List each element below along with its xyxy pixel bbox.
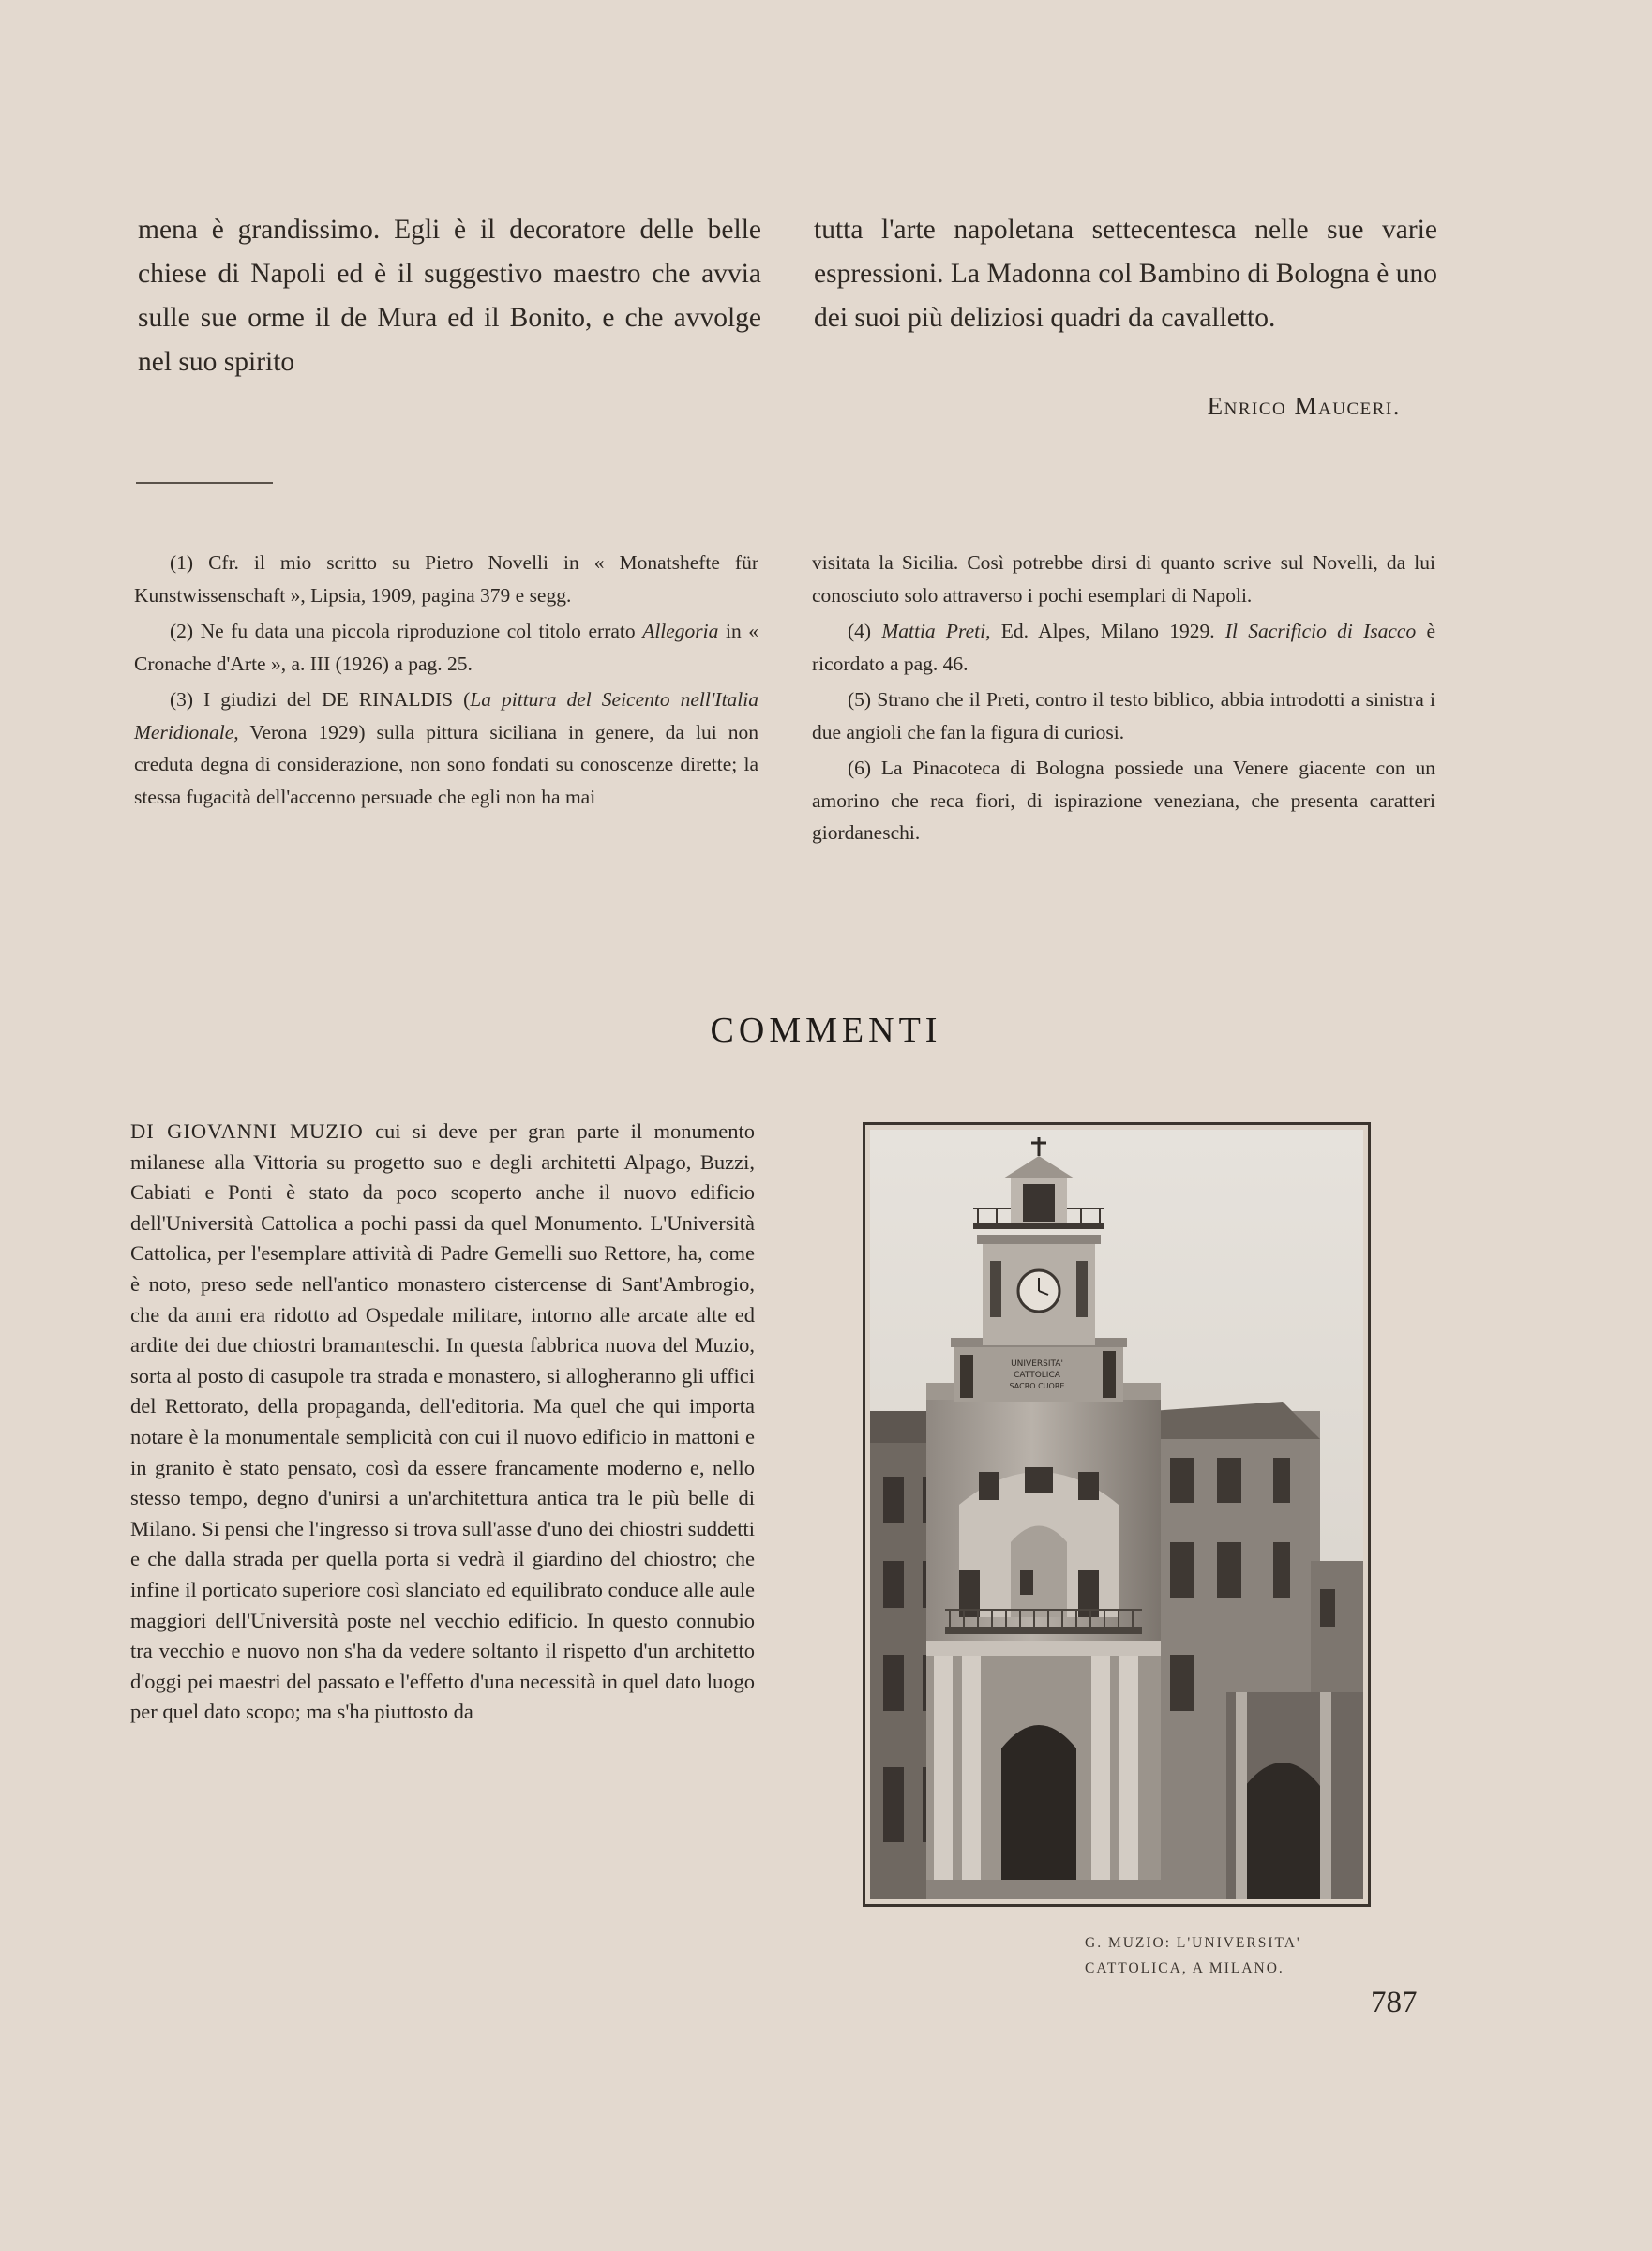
building-photograph <box>863 1122 1371 1907</box>
inscription-line-2: CATTOLICA <box>1014 1371 1060 1380</box>
inscription-line-1: UNIVERSITA' <box>1011 1359 1063 1369</box>
footnotes-right <box>812 547 1435 853</box>
footnote-5: (5) Strano che il Preti, contro il testo biblico, abbia introdotti a sinistra i due angioli che fan la figura di curiosi. <box>812 688 1435 743</box>
article-body <box>130 1117 755 1728</box>
section-title: COMMENTI <box>710 1011 942 1050</box>
top-left-column <box>138 208 761 384</box>
author-signature <box>1208 392 1401 421</box>
top-left-text: mena è grandissimo. Egli è il decoratore delle belle chiese di Napoli ed è il suggestivo maestro che avvia sulle sue orme il de Mura ed il Bonito, e che avvolge nel suo spirito <box>138 215 761 377</box>
inscription-line-3: SACRO CUORE <box>1009 1382 1065 1390</box>
footnote-2: (2) Ne fu data una piccola riproduzione col titolo errato Allegoria in « Cronache d'Arte », a. III (1926) a pag. 25. <box>134 620 758 675</box>
footnotes-left <box>134 547 758 817</box>
caption-line-1: G. MUZIO: L'UNIVERSITA' <box>1085 1935 1301 1951</box>
caption-line-2: CATTOLICA, A MILANO. <box>1085 1960 1284 1976</box>
footnote-3-continued: visitata la Sicilia. Così potrebbe dirsi di quanto scrive sul Novelli, da lui conosciuto solo attraverso i pochi esemplari di Napoli. <box>812 551 1435 607</box>
footnote-1: (1) Cfr. il mio scritto su Pietro Novelli in « Monatshefte für Kunstwissenschaft », Lipsia, 1909, pagina 379 e segg. <box>134 551 758 607</box>
top-right-column <box>814 208 1437 340</box>
top-right-text: tutta l'arte napoletana settecentesca nelle sue varie espressioni. La Madonna col Bambino di Bologna è uno dei suoi più deliziosi quadri da cavalletto. <box>814 215 1437 333</box>
article-text: cui si deve per gran parte il monumento milanese alla Vittoria su progetto suo e degli architetti Alpago, Buzzi, Cabiati e Ponti è stato da poco scoperto anche il nuovo edificio dell'Università Cattolica a pochi passi da quel Monumento. L'Università Cattolica, per l'esemplare attività di Padre Gemelli suo Rettore, ha, come è noto, preso sede nell'antico monastero cistercense di Sant'Ambrogio, che da anni era ridotto ad Ospedale militare, intorno alle arcate alte ed ardite dei due chiostri bramanteschi. In questa fabbrica nuova del Muzio, sorta al posto di casupole tra strada e monastero, si allogheranno gli uffici del Rettorato, della propaganda, dell'editoria. Ma quel che qui importa notare è la monumentale semplicità con cui il nuovo edificio in mattoni e in granito è stato pensato, così da essere francamente moderno e, nello stesso tempo, degno d'unirsi a un'architettura antica tra le più belle di Milano. Si pensi che l'ingresso si trova sull'asse d'uno dei chiostri suddetti e che dalla strada per quella porta si vedrà il giardino del chiostro; che infine il porticato superiore così slanciato ed equilibrato conduce alle aule maggiori dell'Università poste nel vecchio edificio. In questo connubio tra vecchio e nuovo non s'ha da vedere soltanto il rispetto d'un architetto d'oggi pei maestri del passato e l'effetto d'una necessità in quel dato luogo per quel dato scopo; ma s'ha piuttosto da <box>130 1119 756 1724</box>
footnote-3: (3) I giudizi del DE RINALDIS (La pittura del Seicento nell'Italia Meridionale, Verona 1929) sulla pittura siciliana in genere, da lui non creduta degna di considerazione, non sono fondati su conoscenze dirette; la stessa fugacità dell'accenno persuade che egli non ha mai <box>134 688 758 808</box>
footnote-4: (4) Mattia Preti, Ed. Alpes, Milano 1929. Il Sacrificio di Isacco è ricordato a pag. 46. <box>812 620 1436 675</box>
university-building-illustration <box>870 1130 1363 1899</box>
page-number: 787 <box>1371 1986 1418 2019</box>
author-name: Enrico Mauceri. <box>1207 392 1401 420</box>
footnote-6: (6) La Pinacoteca di Bologna possiede una Venere giacente con un amorino che reca fiori, di ispirazione veneziana, che presenta caratteri giordaneschi. <box>812 757 1435 844</box>
article-lead: DI GIOVANNI MUZIO <box>130 1119 364 1143</box>
footnote-rule <box>136 482 273 484</box>
photo-caption <box>1085 1930 1301 1981</box>
